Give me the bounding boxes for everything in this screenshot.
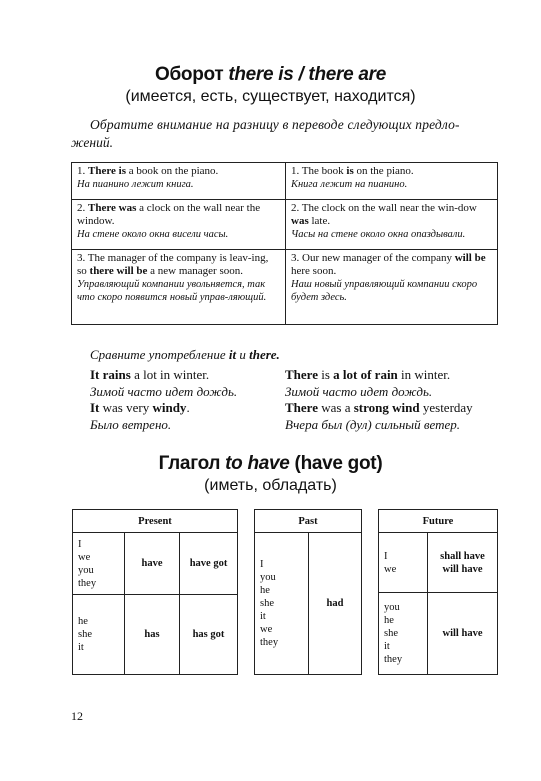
pronoun: she	[78, 629, 92, 640]
text: 1. The book	[291, 165, 347, 177]
title-emphasis: to have	[225, 453, 290, 474]
translation: Книга лежит на пианино.	[291, 179, 408, 190]
text: Сравните употребление	[90, 347, 229, 362]
pronoun: he	[260, 585, 270, 596]
pronoun-cell	[73, 533, 125, 595]
bold-text: There is	[88, 165, 126, 177]
compare-line	[90, 367, 280, 384]
compare-line	[285, 367, 500, 384]
pronoun-cell	[379, 593, 428, 675]
bold-text: There was	[88, 202, 137, 214]
verb-cell: have	[125, 533, 180, 595]
text: on the piano.	[353, 165, 414, 177]
text: 2. The clock on the wall near the win-dow	[291, 202, 477, 214]
verb-cell: have got	[180, 533, 238, 595]
translation: На стене около окна висели часы.	[77, 229, 229, 240]
example-row	[72, 250, 498, 325]
table-row	[73, 533, 238, 595]
example-cell	[72, 250, 286, 325]
example-cell	[72, 200, 286, 250]
verb-cell: has got	[180, 595, 238, 675]
bold-text: windy	[152, 400, 187, 415]
text: a lot in winter.	[130, 367, 210, 382]
pronoun: we	[78, 551, 91, 563]
example-row	[72, 163, 498, 200]
bold-text: is	[346, 165, 354, 177]
pronoun-cell	[379, 533, 428, 593]
pronoun: you	[260, 572, 276, 583]
translation: На пианино лежит книга.	[77, 179, 194, 190]
compare-left	[90, 367, 280, 433]
examples-table	[71, 162, 498, 325]
pronoun: I	[260, 559, 264, 570]
section-title-2	[0, 453, 541, 475]
pronoun: he	[384, 615, 394, 626]
pronoun: they	[260, 637, 279, 648]
bold-text: There	[285, 367, 318, 382]
table-row	[73, 510, 238, 533]
title-prefix: Оборот	[154, 64, 229, 85]
pronoun-cell	[73, 595, 125, 675]
page-number: 12	[71, 709, 83, 723]
verb-cell: had	[309, 533, 362, 675]
verb-cell: has	[125, 595, 180, 675]
compare-line	[285, 400, 500, 417]
compare-line: Вчера был (дул) сильный ветер.	[285, 416, 460, 432]
past-table	[254, 509, 362, 675]
pronoun-cell	[255, 533, 309, 675]
example-cell	[286, 163, 498, 200]
text: .	[186, 400, 190, 415]
text: 3. The manager of the company is leav-ing, so	[77, 252, 269, 277]
pronoun: we	[384, 563, 397, 575]
translation: Часы на стене около окна опаздывали.	[291, 229, 466, 240]
table-row	[73, 595, 238, 675]
section-subtitle: (имеется, есть, существует, находится)	[125, 88, 416, 105]
present-table	[72, 509, 238, 675]
pronoun: you	[384, 602, 400, 613]
pronoun: she	[260, 598, 274, 609]
table-row	[379, 533, 498, 593]
example-row	[72, 200, 498, 250]
pronoun: they	[78, 577, 97, 589]
pronoun: she	[384, 628, 398, 639]
verb-cell	[428, 533, 498, 593]
bold-text: There	[285, 400, 318, 415]
text: here soon.	[291, 265, 337, 277]
text: )	[376, 453, 383, 474]
table-row	[255, 533, 362, 675]
bold-text: It rains	[90, 367, 131, 382]
translation: Управляющий компании увольняется, так что скоро появится новый управ-ляющий.	[77, 279, 267, 303]
note-line-1: Обратите внимание на разницу в переводе следующих предло-	[90, 117, 460, 132]
future-table	[378, 509, 498, 675]
bold-text: strong wind	[353, 400, 420, 415]
bold-text: will be	[454, 252, 486, 264]
compare-line: Было ветрено.	[90, 416, 172, 432]
past-header: Past	[255, 510, 362, 533]
note-line-2: жений.	[71, 135, 113, 150]
text: is	[317, 367, 334, 382]
table-row	[255, 510, 362, 533]
text: 3. Our new manager of the company	[291, 252, 455, 264]
title-emphasis: there is / there are	[228, 64, 387, 85]
future-header: Future	[379, 510, 498, 533]
text: 2.	[77, 202, 88, 214]
bold-text: was	[291, 215, 309, 227]
text: was a	[317, 400, 354, 415]
text: in winter.	[397, 367, 451, 382]
table-row	[379, 510, 498, 533]
text: 1.	[77, 165, 88, 177]
text: have got	[300, 453, 377, 474]
example-cell	[72, 163, 286, 200]
pronoun: he	[78, 616, 88, 627]
compare-right	[285, 367, 500, 433]
text: и	[236, 347, 250, 362]
text: (	[289, 453, 301, 474]
pronoun: we	[260, 624, 273, 635]
verb: shall have	[440, 550, 485, 562]
bold-text: a lot of rain	[333, 367, 398, 382]
table-row	[379, 593, 498, 675]
pronoun: it	[78, 642, 84, 653]
pronoun: I	[384, 550, 388, 562]
text: yesterday	[419, 400, 473, 415]
text: a clock on the wall near the window.	[77, 202, 261, 227]
example-cell	[286, 200, 498, 250]
pronoun: I	[78, 538, 82, 550]
text: was very	[99, 400, 153, 415]
compare-line	[90, 400, 280, 417]
section-subtitle-2: (иметь, обладать)	[204, 477, 337, 494]
compare-line: Зимой часто идет дождь.	[285, 383, 433, 399]
title-prefix: Глагол	[158, 453, 226, 474]
pronoun: they	[384, 654, 403, 665]
verb-cell: will have	[428, 593, 498, 675]
verb: will have	[442, 563, 483, 575]
pronoun: it	[260, 611, 266, 622]
section-title	[0, 64, 541, 86]
bold-text: there.	[249, 347, 280, 362]
compare-intro	[90, 347, 280, 363]
text: late.	[308, 215, 331, 227]
text: a book on the piano.	[126, 165, 219, 177]
bold-text: It	[90, 400, 100, 415]
pronoun: it	[384, 641, 390, 652]
compare-line: Зимой часто идет дождь.	[90, 383, 238, 399]
translation: Наш новый управляющий компании скоро будет здесь.	[291, 279, 478, 303]
text: a new manager soon.	[147, 265, 243, 277]
present-header: Present	[73, 510, 238, 533]
pronoun: you	[78, 564, 94, 576]
bold-text: there will be	[89, 265, 148, 277]
example-cell	[286, 250, 498, 325]
bold-text: it	[228, 347, 237, 362]
